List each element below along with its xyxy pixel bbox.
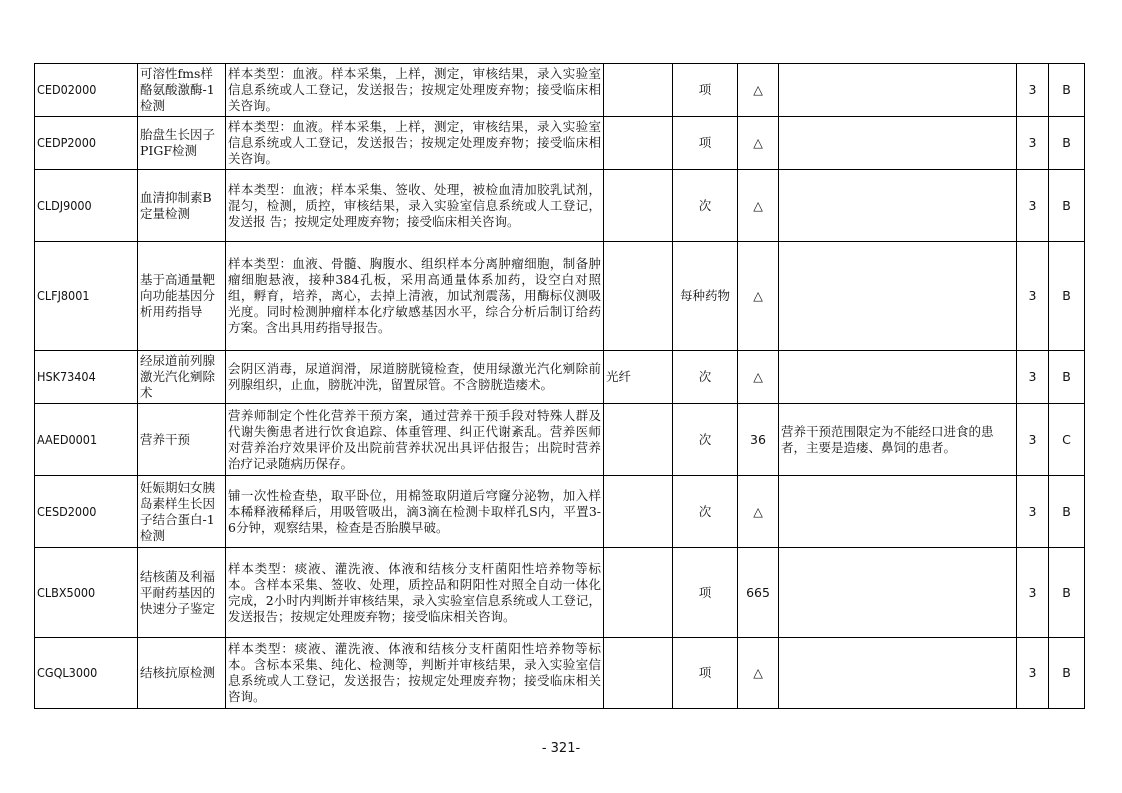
table-row: [35, 351, 1085, 404]
item-note: [779, 548, 1017, 638]
item-unit: 次: [673, 476, 738, 548]
item-price: △: [738, 476, 779, 548]
item-grade: B: [1049, 638, 1085, 709]
item-note: [779, 170, 1017, 242]
item-code: HSK73404: [35, 351, 138, 404]
item-content: 样本类型：痰液、灌洗液、体液和结核分支杆菌阳性培养物等标本。含标本采集、纯化、检测等，判断并审核结果，录入实验室信息系统或人工登记，发送报告；按规定处理废弃物；接受临床相关咨询。: [226, 638, 604, 709]
item-number: 3: [1017, 351, 1049, 404]
item-note: [779, 242, 1017, 351]
item-unit: 次: [673, 351, 738, 404]
item-number: 3: [1017, 548, 1049, 638]
item-name: 结核抗原检测: [138, 638, 226, 709]
item-name: 胎盘生长因子PIGF检测: [138, 117, 226, 170]
item-code: CESD2000: [35, 476, 138, 548]
item-excluded-content: [604, 548, 673, 638]
item-content: 样本类型：痰液、灌洗液、体液和结核分支杆菌阳性培养物等标本。含样本采集、签收、处理，质控品和阴阳性对照全自动一体化完成，2小时内判断并审核结果，录入实验室信息系统或人工登记，发送报告；按规定处理废弃物；接受临床相关咨询。: [226, 548, 604, 638]
item-number: 3: [1017, 242, 1049, 351]
item-price: △: [738, 638, 779, 709]
item-number: 3: [1017, 64, 1049, 117]
item-code: CGQL3000: [35, 638, 138, 709]
item-price: △: [738, 170, 779, 242]
page-number: - 321-: [541, 741, 581, 756]
table-row: [35, 64, 1085, 117]
item-price: △: [738, 64, 779, 117]
item-code: CLDJ9000: [35, 170, 138, 242]
item-name: 结核菌及利福平耐药基因的快速分子鉴定: [138, 548, 226, 638]
item-excluded-content: [604, 638, 673, 709]
item-note: [779, 64, 1017, 117]
table-row: [35, 242, 1085, 351]
item-content: 营养师制定个性化营养干预方案，通过营养干预手段对特殊人群及代谢失衡患者进行饮食追踪、体重管理、纠正代谢紊乱。营养医师对营养治疗效果评价及出院前营养状况出具评估报告；出院时营养治疗记录随病历保存。: [226, 404, 604, 476]
item-grade: B: [1049, 117, 1085, 170]
item-number: 3: [1017, 476, 1049, 548]
item-content: 铺一次性检查垫，取平卧位，用棉签取阴道后穹窿分泌物，加入样本稀释液稀释后，用吸管吸出，滴3滴在检测卡取样孔S内，平置3-6分钟，观察结果，检查是否胎膜早破。: [226, 476, 604, 548]
item-unit: 次: [673, 170, 738, 242]
item-excluded-content: [604, 242, 673, 351]
item-price: 36: [738, 404, 779, 476]
item-note: [779, 476, 1017, 548]
table-row: [35, 476, 1085, 548]
table-row: [35, 638, 1085, 709]
item-grade: B: [1049, 170, 1085, 242]
item-name: 营养干预: [138, 404, 226, 476]
item-price: △: [738, 351, 779, 404]
item-note: [779, 351, 1017, 404]
item-code: CLBX5000: [35, 548, 138, 638]
item-excluded-content: [604, 476, 673, 548]
item-grade: B: [1049, 476, 1085, 548]
item-content: 会阴区消毒，尿道润滑，尿道膀胱镜检查，使用绿激光汽化剜除前列腺组织，止血，膀胱冲洗，留置尿管。不含膀胱造瘘术。: [226, 351, 604, 404]
item-number: 3: [1017, 117, 1049, 170]
item-note: 营养干预范围限定为不能经口进食的患者，主要是造瘘、鼻饲的患者。: [779, 404, 1017, 476]
item-grade: B: [1049, 548, 1085, 638]
item-code: AAED0001: [35, 404, 138, 476]
item-name: 可溶性fms样酪氨酸激酶-1检测: [138, 64, 226, 117]
item-content: 样本类型：血液。样本采集，上样，测定，审核结果，录入实验室信息系统或人工登记，发送报告；按规定处理废弃物；接受临床相关咨询。: [226, 64, 604, 117]
table-row: [35, 548, 1085, 638]
item-excluded-content: [604, 64, 673, 117]
item-note: [779, 117, 1017, 170]
item-content: 样本类型：血液、骨髓、胸腹水、组织样本分离肿瘤细胞，制备肿瘤细胞悬液，接种384孔板，采用高通量体系加药，设空白对照组，孵育，培养，离心，去掉上清液，加试剂震荡，用酶标仪测吸光度。同时检测肿瘤样本化疗敏感基因水平，综合分析后制订给药方案。含出具用药指导报告。: [226, 242, 604, 351]
item-unit: 项: [673, 638, 738, 709]
item-unit: 每种药物: [673, 242, 738, 351]
item-number: 3: [1017, 404, 1049, 476]
fee-table: [34, 63, 1085, 709]
item-excluded-content: [604, 170, 673, 242]
item-name: 血清抑制素B定量检测: [138, 170, 226, 242]
item-name: 妊娠期妇女胰岛素样生长因子结合蛋白-1检测: [138, 476, 226, 548]
item-code: CED02000: [35, 64, 138, 117]
item-content: 样本类型：血液；样本采集、签收、处理，被检血清加胶乳试剂，混匀，检测，质控，审核结果，录入实验室信息系统或人工登记，发送报 告；按规定处理废弃物；接受临床相关咨询。: [226, 170, 604, 242]
item-number: 3: [1017, 170, 1049, 242]
item-excluded-content: 光纤: [604, 351, 673, 404]
item-unit: 项: [673, 117, 738, 170]
item-unit: 项: [673, 64, 738, 117]
item-note: [779, 638, 1017, 709]
table-row: [35, 170, 1085, 242]
table-row: [35, 404, 1085, 476]
table-row: [35, 117, 1085, 170]
item-excluded-content: [604, 117, 673, 170]
item-grade: B: [1049, 351, 1085, 404]
item-grade: B: [1049, 242, 1085, 351]
item-grade: B: [1049, 64, 1085, 117]
item-unit: 项: [673, 548, 738, 638]
item-name: 经尿道前列腺激光汽化剜除术: [138, 351, 226, 404]
item-name: 基于高通量靶向功能基因分析用药指导: [138, 242, 226, 351]
item-number: 3: [1017, 638, 1049, 709]
item-price: 665: [738, 548, 779, 638]
item-content: 样本类型：血液。样本采集，上样，测定，审核结果，录入实验室信息系统或人工登记，发送报告；按规定处理废弃物；接受临床相关咨询。: [226, 117, 604, 170]
table-body: [35, 64, 1085, 709]
item-unit: 次: [673, 404, 738, 476]
item-excluded-content: [604, 404, 673, 476]
item-grade: C: [1049, 404, 1085, 476]
item-code: CEDP2000: [35, 117, 138, 170]
item-price: △: [738, 117, 779, 170]
item-price: △: [738, 242, 779, 351]
item-code: CLFJ8001: [35, 242, 138, 351]
